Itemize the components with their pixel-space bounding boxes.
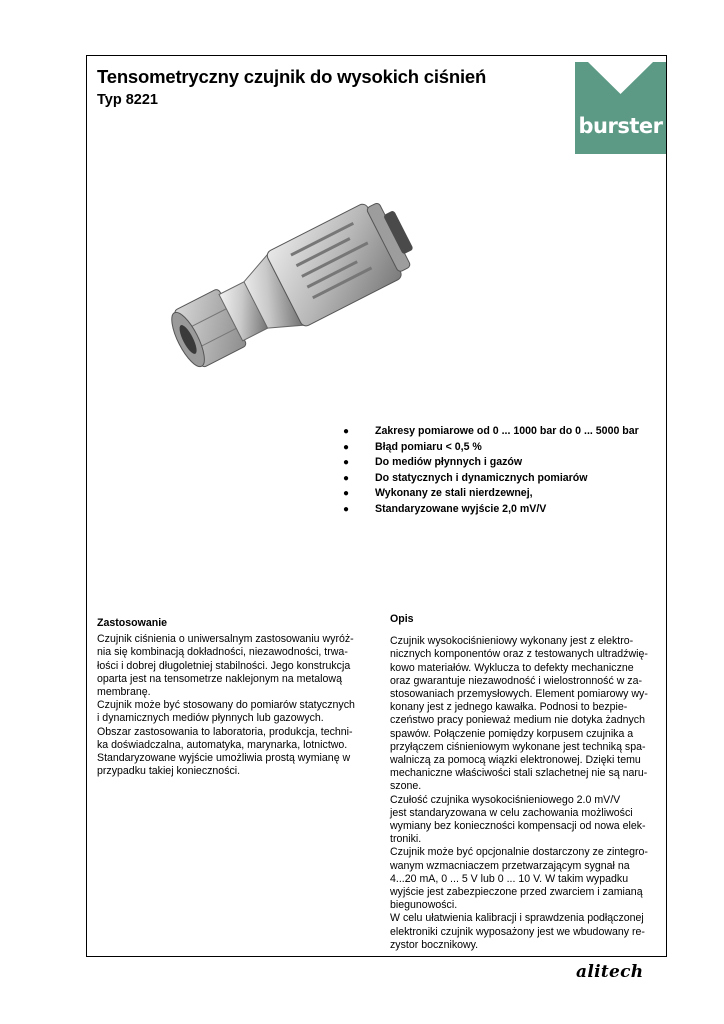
alitech-logo: alitech	[576, 962, 644, 982]
page-subtitle: Typ 8221	[97, 92, 158, 108]
description-line: przyłączem ciśnieniowym wykonane jest techniką spa-	[390, 740, 646, 753]
description-line: mechaniczne właściwości stali szlachetnej nie są naru-	[390, 767, 648, 780]
application-line: Czujnik może być stosowany do pomiarów statycznych	[97, 699, 355, 712]
bullet-icon: ●	[343, 488, 350, 499]
description-line: troniki.	[390, 833, 422, 846]
description-line: 4...20 mA, 0 ... 5 V lub 0 ... 10 V. W takim wypadku	[390, 872, 629, 885]
feature-text: Standaryzowane wyjście 2,0 mV/V	[375, 502, 547, 515]
description-line: szone.	[390, 780, 422, 793]
description-line: spawów. Połączenie pomiędzy korpusem czujnika a	[390, 727, 634, 740]
application-heading: Zastosowanie	[97, 617, 168, 629]
feature-item	[340, 424, 639, 440]
description-line: elektroniki czujnik wyposażony jest we wbudowany re-	[390, 925, 645, 938]
description-line: zystor bocznikowy.	[390, 938, 479, 951]
feature-text: Błąd pomiaru < 0,5 %	[375, 440, 482, 453]
application-line: oparta jest na tensometrze naklejonym na metalową	[97, 672, 342, 685]
description-line: konany jest z jednego kawałka. Podnosi to bezpie-	[390, 701, 628, 714]
feature-item	[340, 455, 639, 471]
description-line: wymiany bez konieczności kompensacji od nowa elek-	[390, 820, 646, 833]
description-line: kowo materiałów. Wyklucza to defekty mechaniczne	[390, 661, 634, 674]
application-section	[97, 617, 372, 778]
description-line: oraz gwarantuje niezawodność i wielostronność w za-	[390, 674, 643, 687]
feature-text: Do statycznych i dynamicznych pomiarów	[375, 471, 588, 484]
description-section	[390, 613, 665, 952]
feature-item	[340, 486, 639, 502]
page-title: Tensometryczny czujnik do wysokich ciśnień	[97, 66, 487, 87]
bullet-icon: ●	[343, 457, 350, 468]
description-line: walniczą za pomocą wiązki elektronowej. Dzięki temu	[390, 754, 641, 767]
feature-text: Zakresy pomiarowe od 0 ... 1000 bar do 0 ... 5000 bar	[375, 425, 639, 437]
application-line: Czujnik ciśnienia o uniwersalnym zastosowaniu wyróż-	[97, 633, 354, 646]
application-line: nia się kombinacją dokładności, niezawodności, trwa-	[97, 646, 348, 659]
bullet-icon: ●	[343, 441, 350, 453]
description-line: Czujnik może być opcjonalnie dostarczony ze zintegro-	[390, 846, 648, 859]
description-line: nicznych komponentów oraz z testowanych ultradźwię-	[390, 648, 648, 661]
description-heading: Opis	[390, 613, 414, 625]
feature-text: Wykonany ze stali nierdzewnej,	[375, 487, 533, 499]
feature-list	[340, 424, 639, 517]
description-line: Czułość czujnika wysokociśnieniowego 2.0 mV/V	[390, 793, 621, 806]
sensor-photo	[150, 162, 440, 408]
description-line: jest standaryzowana w celu zachowania możliwości	[390, 806, 633, 819]
logo-chevron-icon	[575, 62, 666, 154]
description-line: biegunowości.	[390, 899, 458, 912]
description-line: wyjście jest zabezpieczone przed zwarciem i zamianą	[390, 886, 643, 899]
logo-text: burster	[578, 114, 663, 138]
description-line: W celu ułatwienia kalibracji i sprawdzenia podłączonej	[390, 912, 644, 925]
feature-text: Do mediów płynnych i gazów	[375, 456, 523, 468]
feature-item	[340, 471, 639, 487]
feature-item	[340, 502, 639, 518]
application-line: ka doświadczalna, automatyka, marynarka, lotnictwo.	[97, 738, 348, 751]
bullet-icon: ●	[343, 503, 350, 515]
bullet-icon: ●	[343, 472, 350, 484]
description-line: czeństwo pracy ponieważ medium nie dotyka żadnych	[390, 714, 645, 727]
feature-item	[340, 440, 639, 456]
application-line: Standaryzowane wyjście umożliwia prostą wymianę w	[97, 752, 351, 765]
application-line: Obszar zastosowania to laboratoria, produkcja, techni-	[97, 725, 353, 738]
description-line: stosowaniach przemysłowych. Element pomiarowy wy-	[390, 688, 648, 701]
burster-logo	[575, 62, 666, 154]
bullet-icon: ●	[343, 426, 350, 437]
description-line: Czujnik wysokociśnieniowy wykonany jest z elektro-	[390, 635, 634, 648]
application-line: przypadku takiej konieczności.	[97, 765, 241, 778]
application-line: łości i dobrej długoletniej stabilności. Jego konstrukcja	[97, 659, 351, 672]
application-line: membranę.	[97, 686, 151, 699]
description-line: wanym wzmacniaczem przetwarzającym sygnał na	[390, 859, 630, 872]
application-line: i dynamicznych mediów płynnych lub gazowych.	[97, 712, 324, 725]
